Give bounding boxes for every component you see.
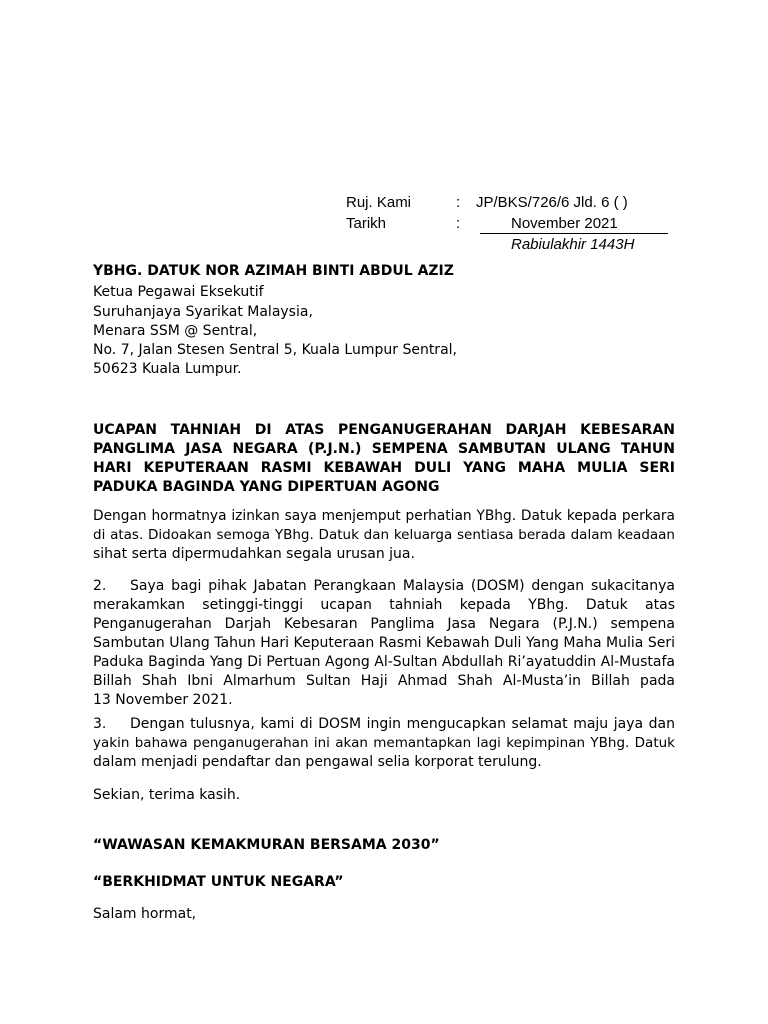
paragraph-line: dalam menjadi pendaftar dan pengawal selia korporat terulung. xyxy=(93,754,542,770)
address-line: Suruhanjaya Syarikat Malaysia, xyxy=(93,304,313,320)
closing-thanks: Sekian, terima kasih. xyxy=(93,787,241,803)
motto-wawasan: “WAWASAN KEMAKMURAN BERSAMA 2030” xyxy=(93,837,440,853)
subject-line: PANGLIMA JASA NEGARA (P.J.N.) SEMPENA SAMBUTAN ULANG TAHUN xyxy=(93,441,675,457)
paragraph-line-text: Dengan tulusnya, kami di DOSM ingin mengucapkan selamat maju jaya dan xyxy=(130,716,675,732)
ruj-value: JP/BKS/726/6 Jld. 6 ( ) xyxy=(476,194,628,211)
subject-line: UCAPAN TAHNIAH DI ATAS PENGANUGERAHAN DARJAH KEBESARAN xyxy=(93,422,675,438)
paragraph-line: Penganugerahan Darjah Kebesaran Panglima Jasa Negara (P.J.N.) sempena xyxy=(93,616,675,632)
paragraph-line: di atas. Didoakan semoga YBhg. Datuk dan keluarga sentiasa berada dalam keadaan xyxy=(93,527,675,543)
paragraph-line: sihat serta dipermudahkan segala urusan jua. xyxy=(93,546,415,562)
paragraph-3 xyxy=(93,715,675,772)
subject-line: PADUKA BAGINDA YANG DIPERTUAN AGONG xyxy=(93,479,440,495)
letter-subject xyxy=(93,421,675,497)
subject-line: HARI KEPUTERAAN RASMI KEBAWAH DULI YANG MAHA MULIA SERI xyxy=(93,460,675,476)
address-line: 50623 Kuala Lumpur. xyxy=(93,361,242,377)
paragraph-line: yakin bahawa penganugerahan ini akan memantapkan lagi kepimpinan YBhg. Datuk xyxy=(93,735,675,751)
tarikh-value: November 2021 xyxy=(480,215,668,234)
paragraph-line: Sambutan Ulang Tahun Hari Keputeraan Rasmi Kebawah Duli Yang Maha Mulia Seri xyxy=(93,635,675,651)
tarikh-label: Tarikh xyxy=(346,215,387,232)
paragraph-line: Billah Shah Ibni Almarhum Sultan Haji Ahmad Shah Al-Musta’in Billah pada xyxy=(93,673,675,689)
ruj-label: Ruj. Kami xyxy=(346,194,412,211)
paragraph-number: 3. xyxy=(93,716,107,732)
address-line: No. 7, Jalan Stesen Sentral 5, Kuala Lumpur Sentral, xyxy=(93,342,457,358)
paragraph-1 xyxy=(93,507,675,564)
paragraph-line: 13 November 2021. xyxy=(93,692,233,708)
paragraph-2 xyxy=(93,577,675,710)
paragraph-line xyxy=(93,715,675,734)
paragraph-line-text: Saya bagi pihak Jabatan Perangkaan Malaysia (DOSM) dengan sukacitanya xyxy=(130,578,675,594)
motto-berkhidmat: “BERKHIDMAT UNTUK NEGARA” xyxy=(93,874,344,890)
paragraph-line xyxy=(93,577,675,596)
address-line: Menara SSM @ Sentral, xyxy=(93,323,258,339)
paragraph-line: merakamkan setinggi-tinggi ucapan tahniah kepada YBhg. Datuk atas xyxy=(93,597,675,613)
addressee-address xyxy=(93,303,457,379)
tarikh-colon: : xyxy=(456,215,461,232)
addressee-name: YBHG. DATUK NOR AZIMAH BINTI ABDUL AZIZ xyxy=(93,263,454,279)
paragraph-line: Dengan hormatnya izinkan saya menjemput perhatian YBhg. Datuk kepada perkara xyxy=(93,508,675,524)
salutation: Salam hormat, xyxy=(93,906,197,922)
addressee-position: Ketua Pegawai Eksekutif xyxy=(93,284,264,300)
hijri-date: Rabiulakhir 1443H xyxy=(511,236,635,253)
paragraph-line: Paduka Baginda Yang Di Pertuan Agong Al-Sultan Abdullah Ri’ayatuddin Al-Mustafa xyxy=(93,654,675,670)
paragraph-number: 2. xyxy=(93,578,107,594)
ruj-colon: : xyxy=(456,194,461,211)
